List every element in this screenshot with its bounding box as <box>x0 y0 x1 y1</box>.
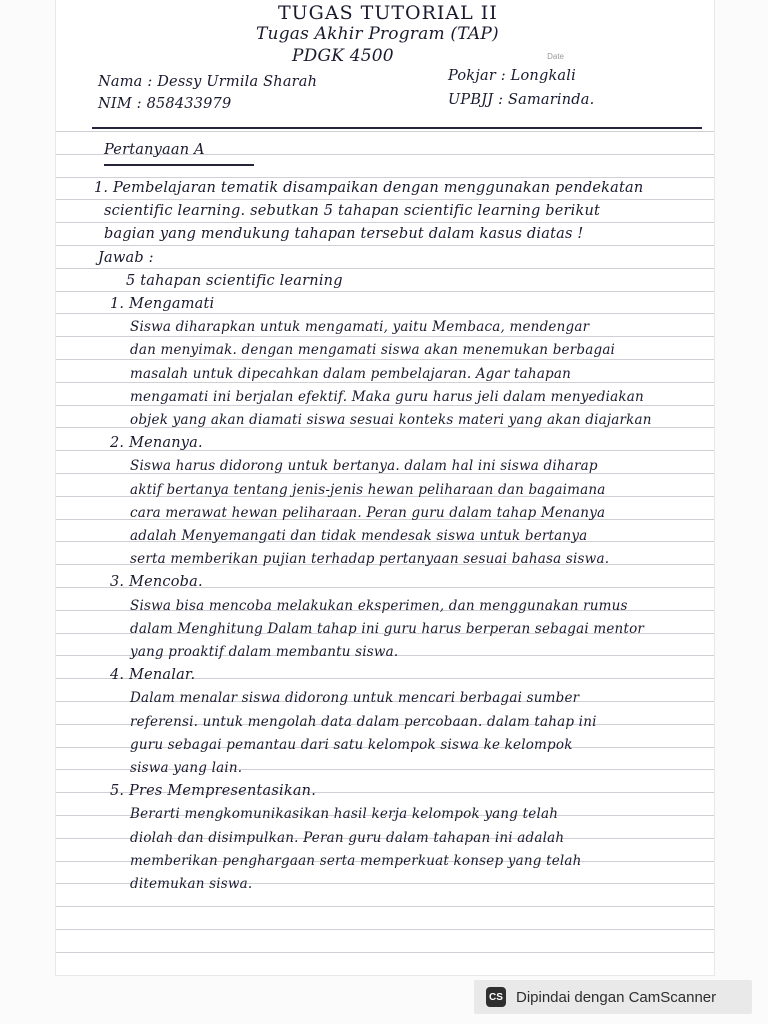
step-heading: 3. Mencoba. <box>110 574 203 590</box>
title-line-2: Tugas Akhir Program (TAP) <box>256 24 499 44</box>
step-line: aktif bertanya tentang jenis-jenis hewan peliharaan dan bagaimana <box>130 482 606 498</box>
step-line: Berarti mengkomunikasikan hasil kerja kelompok yang telah <box>130 806 559 822</box>
ruled-line <box>56 313 714 314</box>
camscanner-text: Dipindai dengan CamScanner <box>516 988 717 1006</box>
step-heading: 5. Pres Mempresentasikan. <box>110 783 317 799</box>
step-heading: 2. Menanya. <box>110 435 203 451</box>
step-line: objek yang akan diamati siswa sesuai konteks materi yang akan diajarkan <box>130 412 652 428</box>
question-line: bagian yang mendukung tahapan tersebut dalam kasus diatas ! <box>104 226 584 242</box>
step-line: memberikan penghargaan serta memperkuat konsep yang telah <box>130 853 582 869</box>
pokjar: Pokjar : Longkali <box>448 68 576 84</box>
ruled-line <box>56 291 714 292</box>
step-line: adalah Menyemangati dan tidak mendesak siswa untuk bertanya <box>130 528 588 544</box>
ruled-line <box>56 382 714 383</box>
step-line: serta memberikan pujian terhadap pertanyaan sesuai bahasa siswa. <box>130 551 610 567</box>
camscanner-badge <box>474 980 752 1014</box>
ruled-line <box>56 199 714 200</box>
ruled-line <box>56 131 714 132</box>
ruled-line <box>56 245 714 246</box>
title-line-1: TUGAS TUTORIAL II <box>278 2 498 24</box>
step-line: siswa yang lain. <box>130 760 243 776</box>
answer-intro: 5 tahapan scientific learning <box>126 273 343 289</box>
student-nim: NIM : 858433979 <box>98 96 232 112</box>
step-line: diolah dan disimpulkan. Peran guru dalam tahapan ini adalah <box>130 830 565 846</box>
ruled-line <box>56 268 714 269</box>
step-line: referensi. untuk mengolah data dalam percobaan. dalam tahap ini <box>130 714 597 730</box>
student-name: Nama : Dessy Urmila Sharah <box>98 74 318 90</box>
step-line: cara merawat hewan peliharaan. Peran guru dalam tahap Menanya <box>130 505 606 521</box>
ruled-line <box>56 359 714 360</box>
section-underline <box>104 164 254 166</box>
step-line: Siswa harus didorong untuk bertanya. dalam hal ini siswa diharap <box>130 458 598 474</box>
camscanner-icon: CS <box>486 987 506 1007</box>
date-label: Date <box>547 52 564 61</box>
section-label: Pertanyaan A <box>104 142 205 158</box>
step-line: dalam Menghitung Dalam tahap ini guru harus berperan sebagai mentor <box>130 621 645 637</box>
step-line: Dalam menalar siswa didorong untuk mencari berbagai sumber <box>130 690 580 706</box>
ruled-line <box>56 177 714 178</box>
ruled-line <box>56 222 714 223</box>
step-heading: 1. Mengamati <box>110 296 215 312</box>
question-line: scientific learning. sebutkan 5 tahapan scientific learning berikut <box>104 203 601 219</box>
upbjj: UPBJJ : Samarinda. <box>448 92 595 108</box>
ruled-line <box>56 952 714 953</box>
header-divider <box>92 127 702 129</box>
question-line: 1. Pembelajaran tematik disampaikan dengan menggunakan pendekatan <box>94 180 644 196</box>
step-line: mengamati ini berjalan efektif. Maka guru harus jeli dalam menyediakan <box>130 389 644 405</box>
ruled-line <box>56 929 714 930</box>
answer-label: Jawab : <box>98 250 154 266</box>
ruled-line <box>56 405 714 406</box>
step-line: Siswa diharapkan untuk mengamati, yaitu Membaca, mendengar <box>130 319 590 335</box>
step-line: Siswa bisa mencoba melakukan eksperimen, dan menggunakan rumus <box>130 598 628 614</box>
step-line: guru sebagai pemantau dari satu kelompok siswa ke kelompok <box>130 737 573 753</box>
ruled-line <box>56 906 714 907</box>
step-line: yang proaktif dalam membantu siswa. <box>130 644 399 660</box>
step-line: ditemukan siswa. <box>130 876 253 892</box>
ruled-line <box>56 336 714 337</box>
step-line: masalah untuk dipecahkan dalam pembelajaran. Agar tahapan <box>130 366 572 382</box>
notebook-page <box>56 0 714 975</box>
step-line: dan menyimak. dengan mengamati siswa akan menemukan berbagai <box>130 342 616 358</box>
step-heading: 4. Menalar. <box>110 667 196 683</box>
title-line-3: PDGK 4500 <box>292 46 394 66</box>
